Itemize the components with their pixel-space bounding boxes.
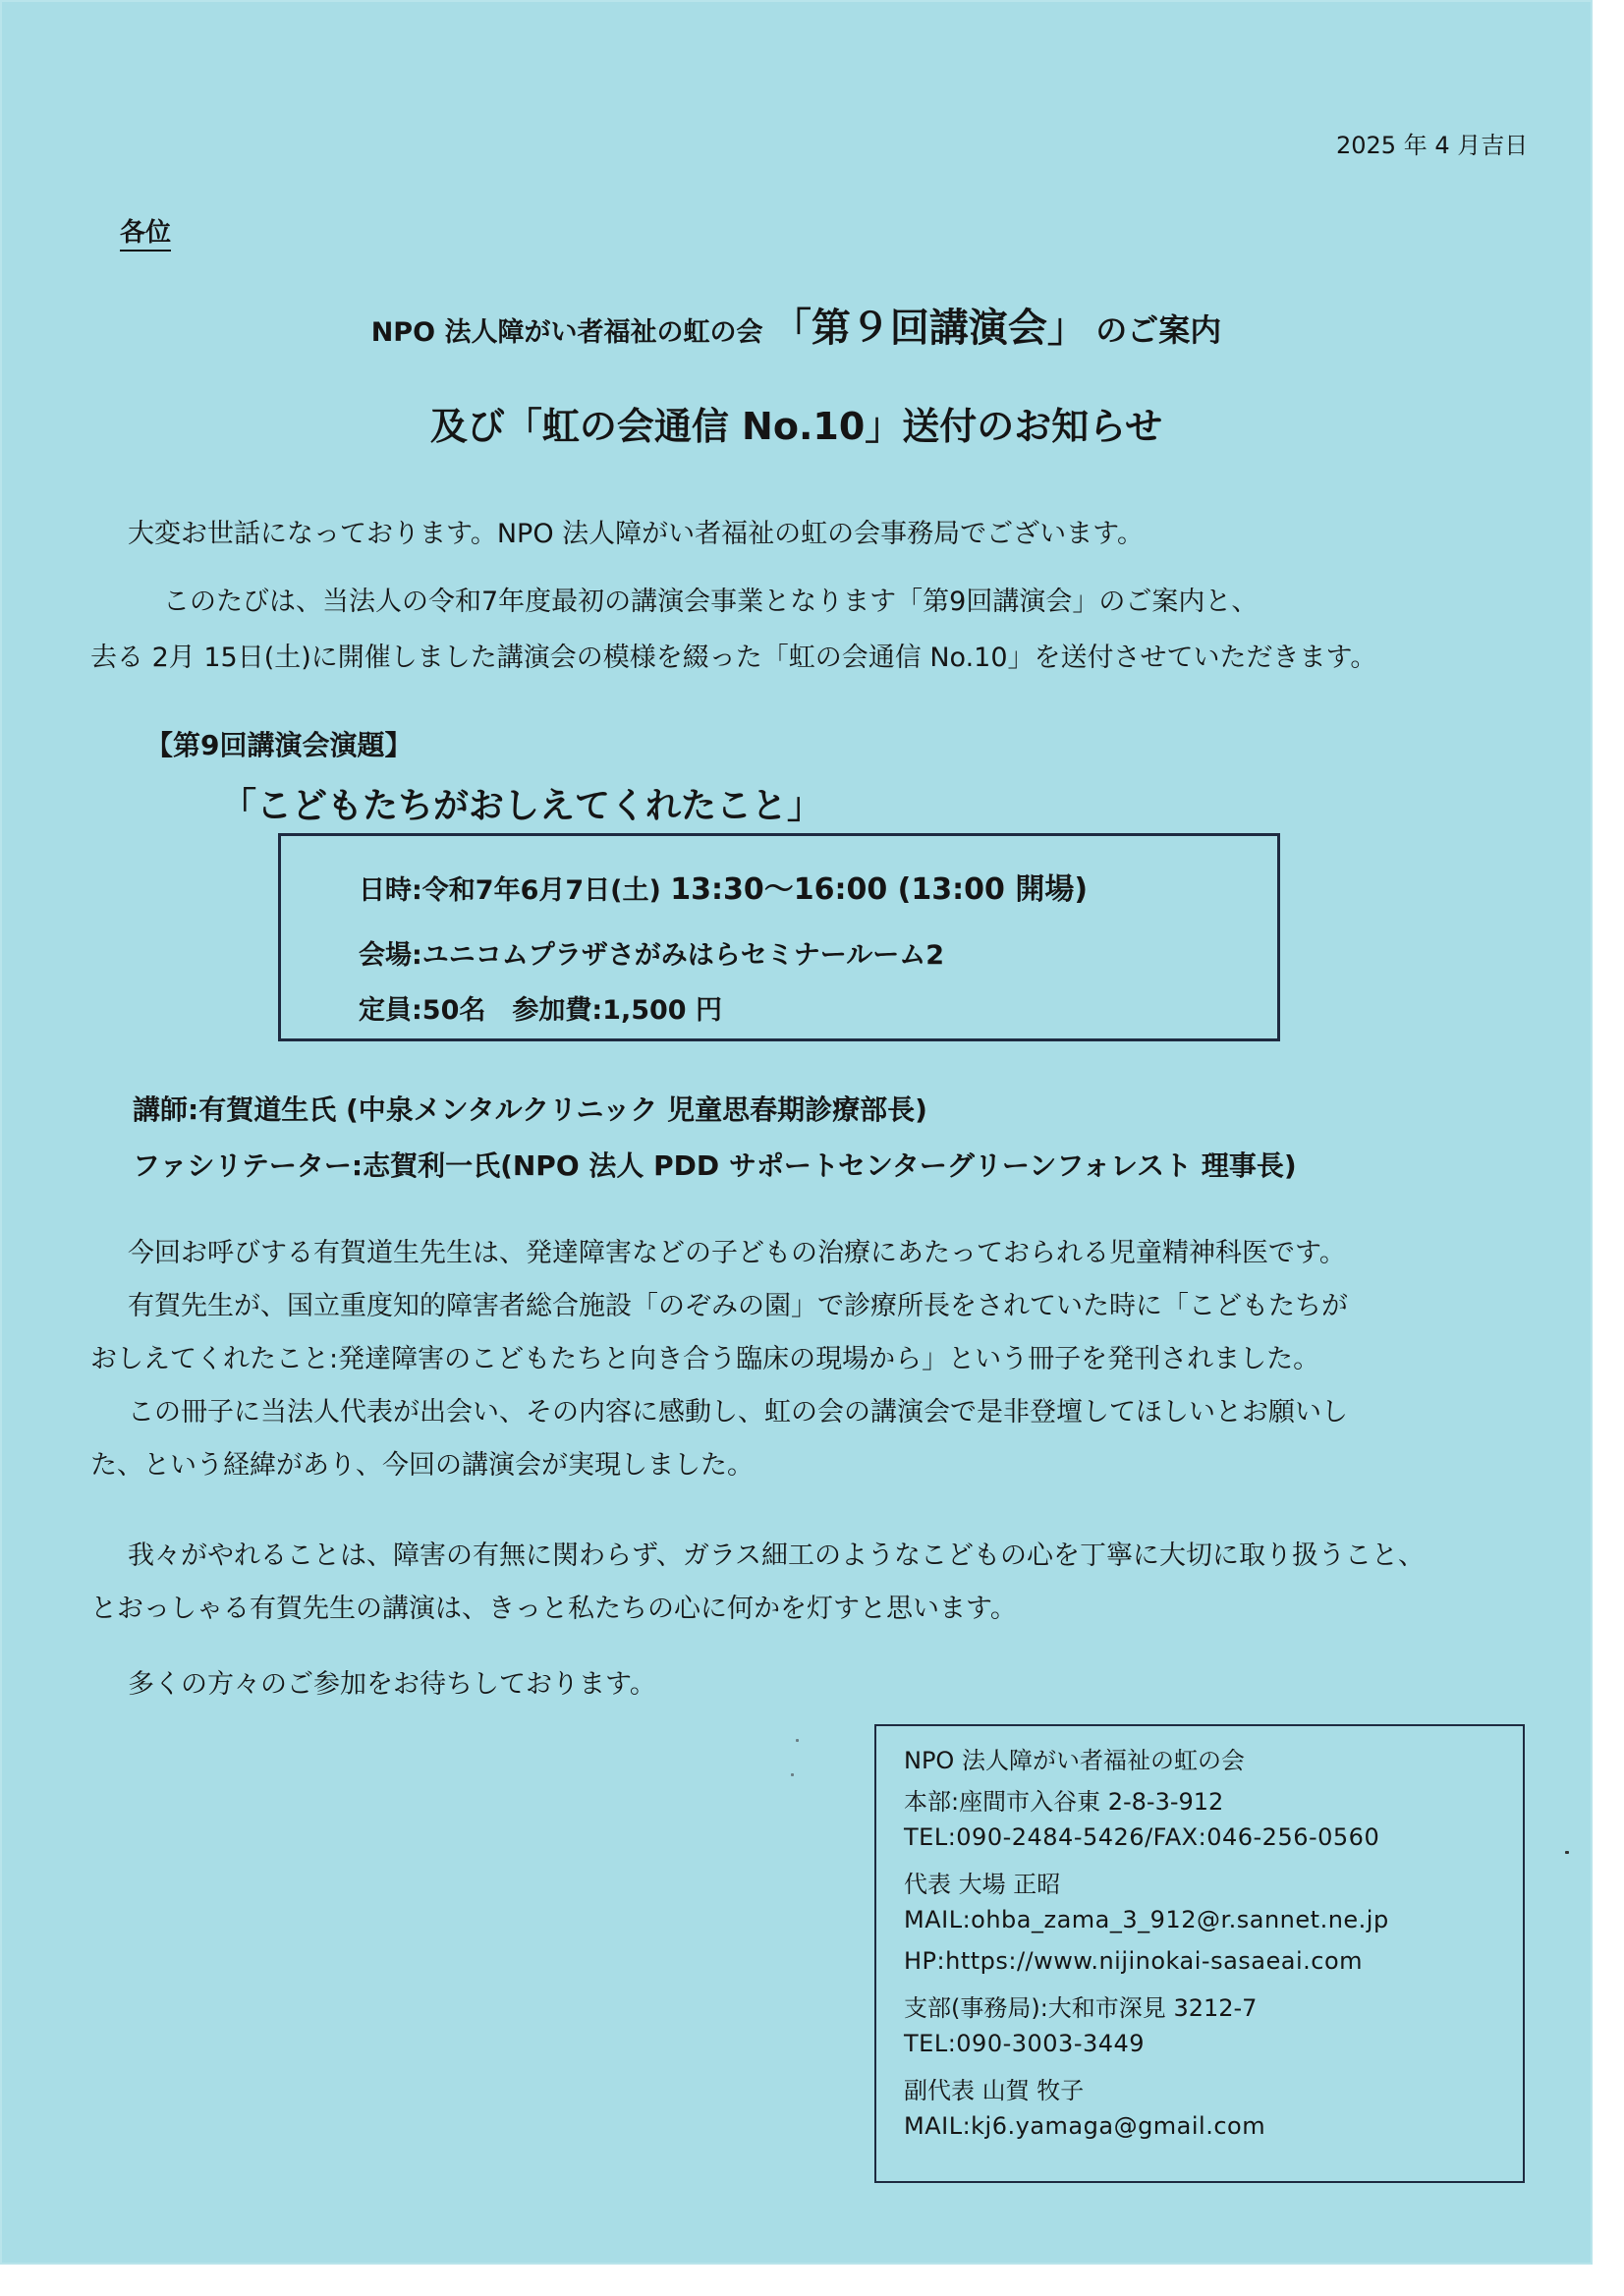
document-date: 2025 年 4 月吉日 [1336, 132, 1529, 159]
body-line-7: とおっしゃる有賀先生の講演は、きっと私たちの心に何かを灯すと思います。 [90, 1594, 1017, 1624]
contact-mail-2[interactable]: MAIL:kj6.yamaga@gmail.com [904, 2112, 1266, 2140]
event-time: 13:30～16:00 (13:00 開場) [670, 872, 1089, 907]
closing-line: 多くの方々のご参加をお待ちしております。 [128, 1669, 656, 1700]
scan-speck [1565, 1851, 1569, 1854]
body-line-4: この冊子に当法人代表が出会い、その内容に感動し、虹の会の講演会で是非登壇してほしいとお願いし [128, 1397, 1348, 1428]
facilitator-line: ファシリテーター:志賀利一氏(NPO 法人 PDD サポートセンターグリーンフォレスト 理事長) [133, 1149, 1297, 1182]
contact-branch: 支部(事務局):大和市深見 3212-7 [904, 1994, 1258, 2022]
title-highlight: 「第９回講演会」 [771, 306, 1087, 351]
lecture-section-heading: 【第9回講演会演題】 [145, 729, 413, 761]
title-prefix: NPO 法人障がい者福祉の虹の会 [370, 317, 763, 348]
contact-representative: 代表 大場 正昭 [904, 1871, 1061, 1898]
scan-speck [796, 1739, 799, 1742]
intro-line-3: 去る 2月 15日(土)に開催しました講演会の模様を綴った「虹の会通信 No.10」を送付させていただきます。 [90, 643, 1377, 673]
event-capacity-fee: 定員:50名 参加費:1,500 円 [359, 995, 722, 1026]
event-datetime [359, 865, 1088, 908]
contact-hq: 本部:座間市入谷東 2-8-3-912 [904, 1788, 1224, 1816]
contact-org: NPO 法人障がい者福祉の虹の会 [904, 1747, 1245, 1774]
contact-tel-fax: TEL:090-2484-5426/FAX:046-256-0560 [904, 1823, 1380, 1851]
title-line-2: 及び「虹の会通信 No.10」送付のお知らせ [429, 405, 1163, 448]
title-suffix: のご案内 [1095, 311, 1222, 349]
contact-tel-2: TEL:090-3003-3449 [904, 2030, 1146, 2057]
lecturer-line: 講師:有賀道生氏 (中泉メンタルクリニック 児童思春期診療部長) [133, 1093, 927, 1126]
body-line-3: おしえてくれたこと:発達障害のこどもたちと向き合う臨床の現場から」という冊子を発刊されました。 [90, 1344, 1320, 1374]
lecture-title: 「こどもたちがおしえてくれたこと」 [221, 786, 823, 826]
contact-homepage[interactable]: HP:https://www.nijinokai-sasaeai.com [904, 1947, 1364, 1975]
body-line-6: 我々がやれることは、障害の有無に関わらず、ガラス細工のようなこどもの心を丁寧に大切に取り扱うこと、 [128, 1540, 1426, 1571]
event-date: 日時:令和7年6月7日(土) [359, 875, 661, 906]
body-line-1: 今回お呼びする有賀道生先生は、発達障害などの子どもの治療にあたっておられる児童精神科医です。 [128, 1238, 1346, 1268]
intro-line-2: このたびは、当法人の令和7年度最初の講演会事業となります「第9回講演会」のご案内と、 [163, 587, 1259, 617]
event-venue: 会場:ユニコムプラザさがみはらセミナールーム2 [359, 940, 945, 971]
contact-vice-representative: 副代表 山賀 牧子 [904, 2077, 1085, 2104]
addressee: 各位 [120, 212, 171, 252]
intro-greeting: 大変お世話になっております。NPO 法人障がい者福祉の虹の会事務局でございます。 [128, 519, 1144, 549]
contact-mail-1[interactable]: MAIL:ohba_zama_3_912@r.sannet.ne.jp [904, 1906, 1389, 1933]
scan-speck [791, 1773, 794, 1776]
body-line-2: 有賀先生が、国立重度知的障害者総合施設「のぞみの園」で診療所長をされていた時に「こどもたちが [128, 1291, 1348, 1321]
title-line-1 [0, 297, 1593, 353]
body-line-5: た、という経緯があり、今回の講演会が実現しました。 [90, 1450, 754, 1481]
